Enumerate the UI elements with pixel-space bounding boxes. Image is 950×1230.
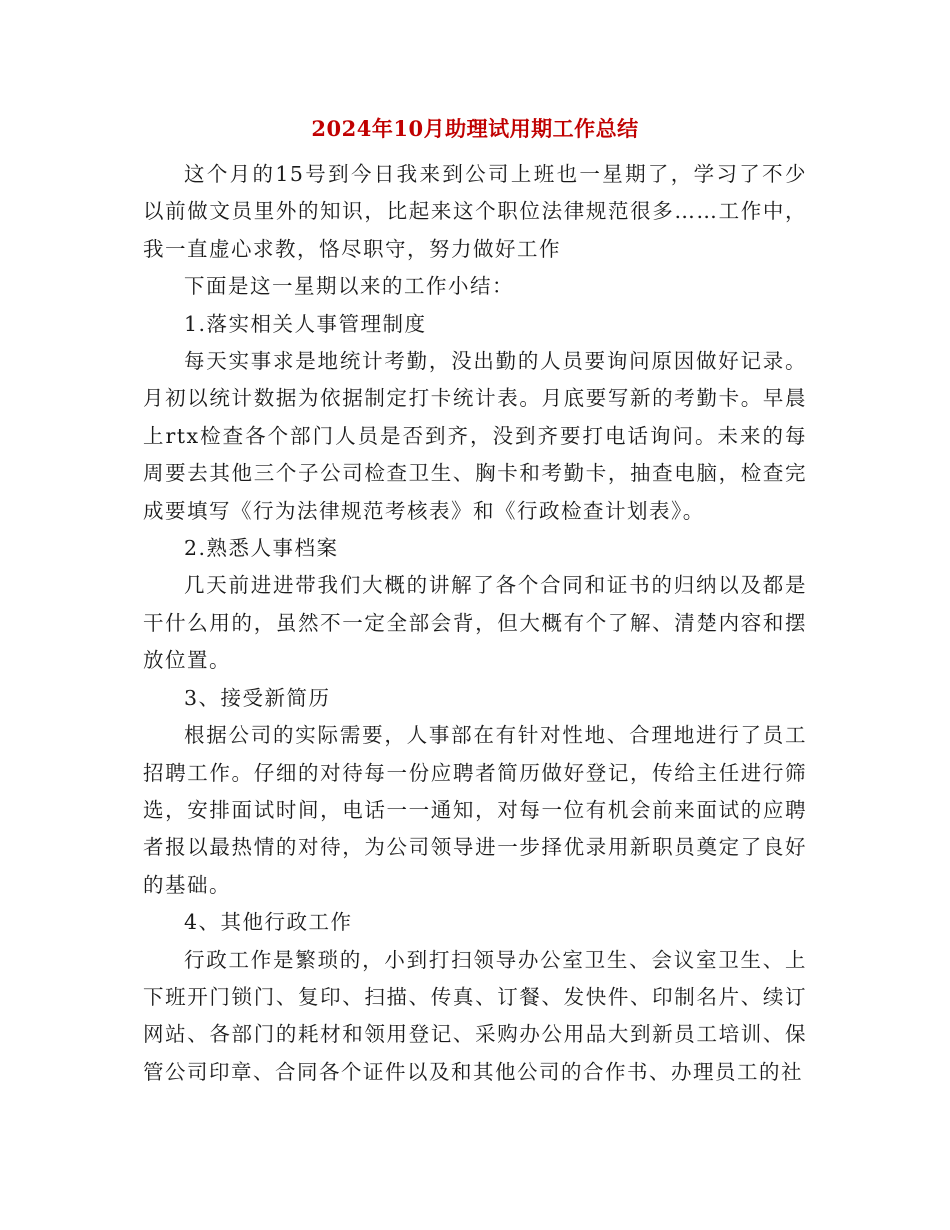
paragraph-section-4: 行政工作是繁琐的，小到打扫领导办公室卫生、会议室卫生、上下班开门锁门、复印、扫描、传真、订餐、发快件、印制名片、续订网站、各部门的耗材和领用登记、采购办公用品大到新员工培训、保管公司印章、合同各个证件以及和其他公司的合作书、办理员工的社	[143, 947, 807, 1084]
paragraph-section-1: 每天实事求是地统计考勤，没出勤的人员要询问原因做好记录。月初以统计数据为依据制定打卡统计表。月底要写新的考勤卡。早晨上rtx检查各个部门人员是否到齐，没到齐要打电话询问。未来的每周要去其他三个子公司检查卫生、胸卡和考勤卡，抽查电脑，检查完成要填写《行为法律规范考核表》和《行政检查计划表》。	[143, 349, 807, 523]
section-heading-2: 2.熟悉人事档案	[184, 536, 339, 561]
document-title: 2024年10月助理试用期工作总结	[311, 116, 639, 141]
paragraph-section-2: 几天前进进带我们大概的讲解了各个合同和证书的归纳以及都是干什么用的，虽然不一定全部会背，但大概有个了解、清楚内容和摆放位置。	[143, 573, 807, 673]
section-heading-4: 4、其他行政工作	[184, 910, 353, 935]
section-heading-1: 1.落实相关人事管理制度	[184, 311, 427, 336]
paragraph-intro: 这个月的15号到今日我来到公司上班也一星期了，学习了不少以前做文员里外的知识，比起来这个职位法律规范很多……工作中，我一直虚心求教，恪尽职守，努力做好工作	[143, 162, 807, 261]
section-heading-3: 3、接受新简历	[184, 685, 331, 710]
paragraph-section-3: 根据公司的实际需要，人事部在有针对性地、合理地进行了员工招聘工作。仔细的对待每一份应聘者简历做好登记，传给主任进行筛选，安排面试时间，电话一一通知，对每一位有机会前来面试的应聘者报以最热情的对待，为公司领导进一步择优录用新职员奠定了良好的基础。	[143, 723, 807, 897]
document-body	[143, 156, 807, 1091]
paragraph-summary-lead: 下面是这一星期以来的工作小结：	[184, 274, 514, 299]
